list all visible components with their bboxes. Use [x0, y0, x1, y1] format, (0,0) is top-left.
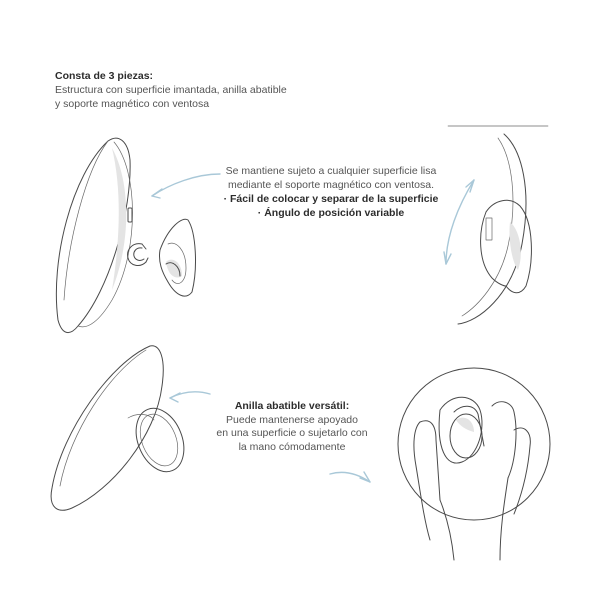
arrow-toward-hand	[330, 472, 370, 482]
ring-line-3: la mano cómodamente	[238, 440, 346, 453]
suction-line-1: Se mantiene sujeto a cualquier superficie lisa	[225, 165, 437, 177]
components-line-1: Estructura con superficie imantada, anilla abatible	[55, 84, 287, 96]
ring-heading: Anilla abatible versátil:	[234, 400, 350, 412]
feature-easy-attach: · Fácil de colocar y separar de la superficie	[223, 193, 439, 205]
suction-holder-illustration	[159, 219, 195, 296]
feature-variable-angle: · Ángulo de posición variable	[257, 207, 405, 219]
arrow-toward-ring-head	[170, 393, 180, 402]
arrow-toward-mirror	[152, 174, 220, 196]
mirror-side-illustration	[56, 138, 132, 332]
hand-holding-illustration	[398, 368, 550, 560]
ring-line-1: Puede mantenerse apoyado	[226, 413, 358, 426]
suction-line-2: mediante el soporte magnético con ventosa.	[227, 179, 435, 191]
ring-line-2: en una superficie o sujetarlo con	[216, 427, 368, 439]
components-title: Consta de 3 piezas:	[55, 70, 154, 82]
components-line-2: y soporte magnético con ventosa	[55, 98, 210, 110]
mirror-ring-illustration	[51, 346, 193, 510]
arrow-tilt-head-bottom	[444, 252, 451, 264]
mirror-attached-illustration	[448, 126, 548, 324]
magnet-icon	[128, 244, 148, 266]
